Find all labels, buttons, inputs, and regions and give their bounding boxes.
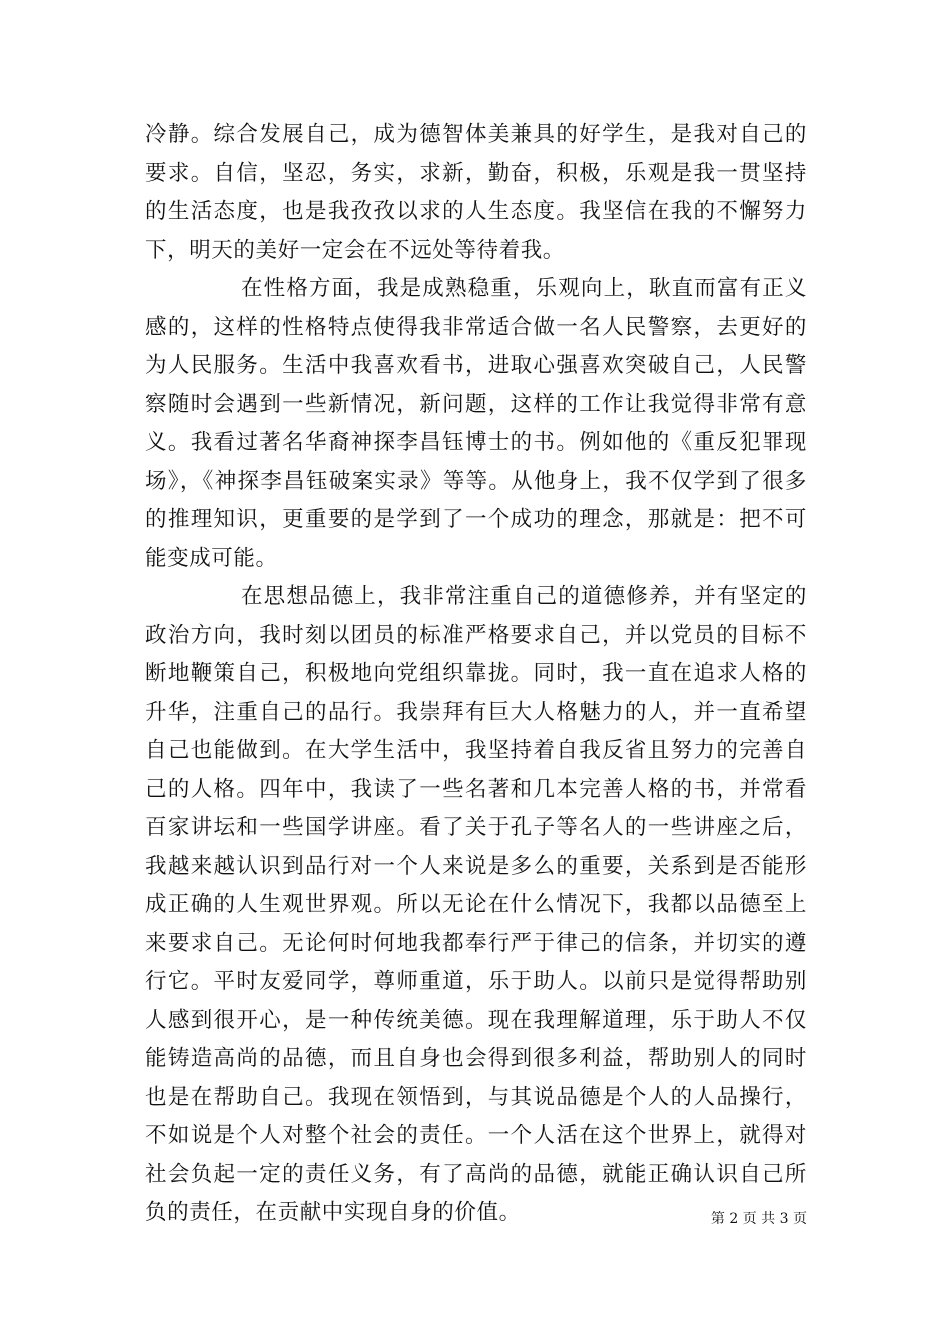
page-number-footer: 第 2 页 共 3 页 [710, 1211, 807, 1227]
body-paragraph-1: 冷静。综合发展自己，成为德智体美兼具的好学生，是我对自己的要求。自信，坚忍，务实，求新，勤奋，积极，乐观是我一贯坚持的生活态度，也是我孜孜以求的人生态度。我坚信在我的不懈努力下，明天的美好一定会在不远处等待着我。 [145, 122, 807, 263]
body-paragraph-morality: 在思想品德上，我非常注重自己的道德修养，并有坚定的政治方向，我时刻以团员的标准严格要求自己，并以党员的目标不断地鞭策自己，积极地向党组织靠拢。同时，我一直在追求人格的升华，注重自己的品行。我崇拜有巨大人格魅力的人，并一直希望自己也能做到。在大学生活中，我坚持着自我反省且努力的完善自己的人格。四年中，我读了一些名著和几本完善人格的书，并常看百家讲坛和一些国学讲座。看了关于孔子等名人的一些讲座之后，我越来越认识到品行对一个人来说是多么的重要，关系到是否能形成正确的人生观世界观。所以无论在什么情况下，我都以品德至上来要求自己。无论何时何地我都奉行严于律己的信条，并切实的遵行它。平时友爱同学，尊师重道，乐于助人。以前只是觉得帮助别人感到很开心，是一种传统美德。现在我理解道理，乐于助人不仅能铸造高尚的品德，而且自身也会得到很多利益，帮助别人的同时也是在帮助自己。我现在领悟到，与其说品德是个人的人品操行，不如说是个人对整个社会的责任。一个人活在这个世界上，就得对社会负起一定的责任义务，有了高尚的品德，就能正确认识自己所负的责任，在贡献中实现自身的价值。 [145, 584, 807, 1225]
body-paragraph-personality: 在性格方面，我是成熟稳重，乐观向上，耿直而富有正义感的，这样的性格特点使得我非常适合做一名人民警察，去更好的为人民服务。生活中我喜欢看书，进取心强喜欢突破自己，人民警察随时会遇到一些新情况，新问题，这样的工作让我觉得非常有意义。我看过著名华裔神探李昌钰博士的书。例如他的《重反犯罪现场》，《神探李昌钰破案实录》等等。从他身上，我不仅学到了很多的推理知识，更重要的是学到了一个成功的理念，那就是：把不可能变成可能。 [145, 276, 807, 571]
document-body [145, 116, 807, 1233]
